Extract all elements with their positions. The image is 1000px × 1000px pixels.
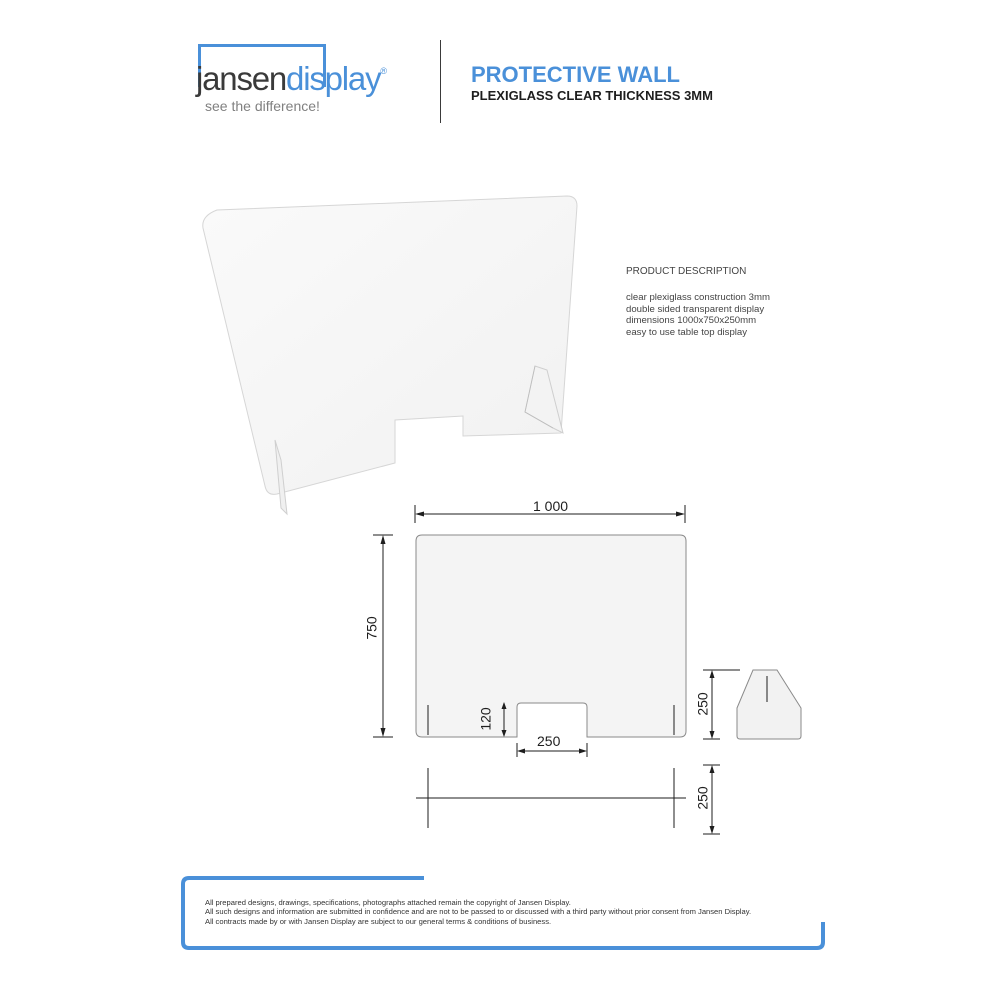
brand-tagline: see the difference! <box>205 98 320 114</box>
description-list <box>626 292 770 338</box>
description-item: dimensions 1000x750x250mm <box>626 315 757 326</box>
panel-outline <box>416 535 686 737</box>
brand-name-part1: jansen <box>196 60 287 97</box>
footer-disclaimer <box>205 898 815 926</box>
header-divider <box>440 40 441 123</box>
brand-logo <box>196 60 386 98</box>
cutout-width-label: 250 <box>537 733 561 749</box>
page-subtitle: PLEXIGLASS CLEAR THICKNESS 3MM <box>471 88 713 103</box>
registered-mark: ® <box>380 66 386 76</box>
footer-line: All prepared designs, drawings, specifications, photographs attached remain the copyright of Jansen Display. <box>205 898 571 907</box>
brand-name-part2: display <box>286 60 381 97</box>
height-label: 750 <box>363 616 380 640</box>
foot-drawing <box>735 668 805 743</box>
description-item: double sided transparent display <box>626 303 765 315</box>
footer-line: All such designs and information are submitted in confidence and are not to be passed to or discussed with a third party without prior consent from Jansen Display. <box>205 907 752 917</box>
footer-line: All contracts made by or with Jansen Display are subject to our general terms & conditions of business. <box>205 916 552 926</box>
foot-depth-label: 250 <box>694 786 711 810</box>
foot-height-label: 250 <box>694 692 711 716</box>
page-title: PROTECTIVE WALL <box>471 62 680 87</box>
description-item: easy to use table top display <box>626 326 748 338</box>
product-render <box>195 188 585 518</box>
cutout-height-label: 120 <box>477 707 494 731</box>
width-label: 1 000 <box>533 498 569 514</box>
description-item: clear plexiglass construction 3mm <box>626 292 770 303</box>
description-heading: PRODUCT DESCRIPTION <box>626 266 747 277</box>
